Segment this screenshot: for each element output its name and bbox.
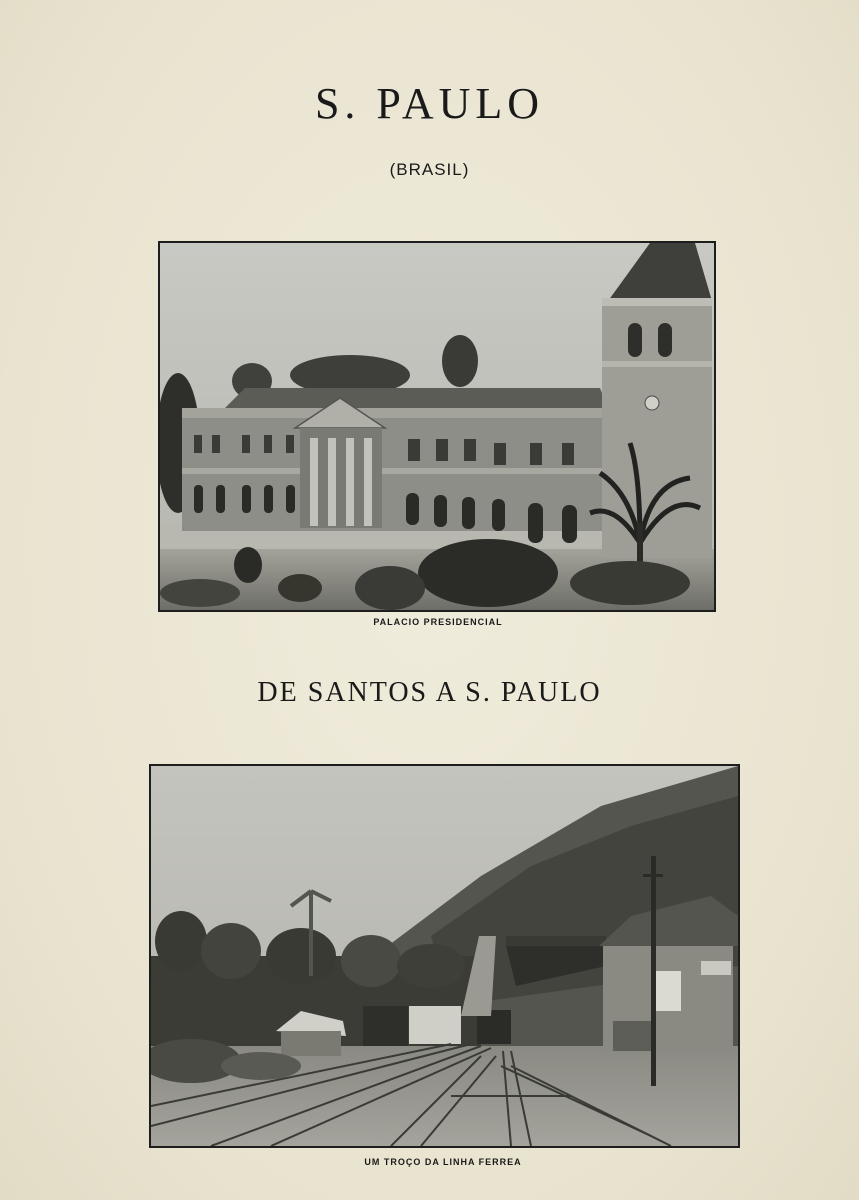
page-subtitle: (BRASIL): [389, 160, 470, 179]
photo-palacio-presidencial: [158, 241, 716, 612]
section-heading: DE SANTOS A S. PAULO: [257, 677, 602, 708]
figure-caption-linha-ferrea: UM TROÇO DA LINHA FERREA: [364, 1157, 522, 1167]
palace-photo-illustration: [160, 243, 714, 610]
page-title: S. PAULO: [314, 79, 545, 128]
figure-caption-palacio: PALACIO PRESIDENCIAL: [373, 617, 503, 627]
photo-linha-ferrea: [149, 764, 740, 1148]
railway-photo-illustration: [151, 766, 738, 1146]
